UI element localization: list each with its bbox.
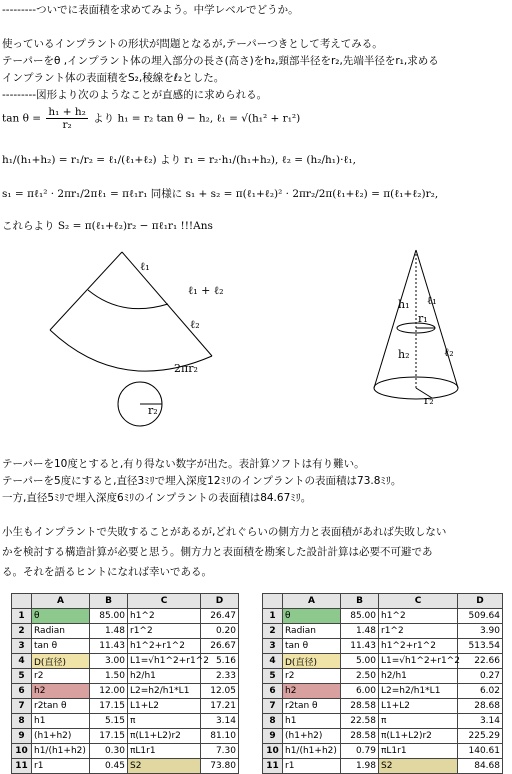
cell-c[interactable]: h1^2+r1^2: [379, 639, 458, 654]
table-row: [263, 624, 503, 639]
column-header[interactable]: B: [90, 594, 128, 609]
column-header[interactable]: A: [283, 594, 341, 609]
cell-a[interactable]: r2: [283, 669, 341, 684]
table-row: [263, 744, 503, 759]
cell-c[interactable]: L1=√h1^2+r1^2: [128, 654, 201, 669]
row-header[interactable]: 8: [263, 714, 283, 729]
table-row: [12, 714, 239, 729]
row-header[interactable]: 2: [12, 624, 32, 639]
row-header[interactable]: 9: [12, 729, 32, 744]
cell-d[interactable]: 28.68: [458, 699, 503, 714]
column-header[interactable]: D: [458, 594, 503, 609]
cell-a[interactable]: D(直径): [283, 654, 341, 669]
cone-label-r2: r₂: [424, 394, 434, 407]
table-row: [263, 684, 503, 699]
cell-d[interactable]: 3.14: [458, 714, 503, 729]
table-row: [12, 699, 239, 714]
cell-a[interactable]: r2: [32, 669, 90, 684]
cone-label-l2: ℓ₂: [444, 346, 454, 359]
cell-a[interactable]: r1: [32, 759, 90, 774]
row-header[interactable]: 2: [263, 624, 283, 639]
cell-b[interactable]: 28.58: [341, 729, 379, 744]
cell-c[interactable]: r1^2: [379, 624, 458, 639]
cell-a[interactable]: r2tan θ: [283, 699, 341, 714]
column-header[interactable]: A: [32, 594, 90, 609]
sector-label-l2: ℓ₂: [190, 318, 200, 331]
equation-1-fraction: [46, 106, 87, 131]
row-header[interactable]: 11: [263, 759, 283, 774]
cell-b[interactable]: 3.00: [90, 654, 128, 669]
cell-b[interactable]: 17.15: [90, 729, 128, 744]
cell-b[interactable]: 0.30: [90, 744, 128, 759]
cell-b[interactable]: 28.58: [341, 699, 379, 714]
table-row: [12, 669, 239, 684]
table-row: [263, 639, 503, 654]
cell-d[interactable]: 0.27: [458, 669, 503, 684]
sector-label-l1l2: ℓ₁ + ℓ₂: [188, 284, 224, 297]
cell-d[interactable]: 225.29: [458, 729, 503, 744]
cell-b[interactable]: 1.98: [341, 759, 379, 774]
table-row: [12, 759, 239, 774]
sector-left-edge: [50, 252, 122, 330]
cell-d[interactable]: 12.05: [201, 684, 239, 699]
intro-line-2: 使っているインプラントの形状が問題となるが,テーパーつきとして考えてみる。: [2, 38, 383, 50]
cell-c[interactable]: L1+L2: [128, 699, 201, 714]
cell-c[interactable]: h1^2: [379, 609, 458, 624]
equation-1: [2, 106, 300, 131]
cell-b[interactable]: 12.00: [90, 684, 128, 699]
cell-b[interactable]: 6.00: [341, 684, 379, 699]
cell-d[interactable]: 26.47: [201, 609, 239, 624]
row-header[interactable]: 4: [12, 654, 32, 669]
cell-a[interactable]: h1/(h1+h2): [283, 744, 341, 759]
sector-label-l1: ℓ₁: [140, 260, 150, 273]
cell-a[interactable]: h2: [283, 684, 341, 699]
table-row: [12, 744, 239, 759]
equation-3: s₁ = πℓ₁² · 2πr₁/2πℓ₁ = πℓ₁r₁ 同様に s₁ + s₂ = π(ℓ₁+ℓ₂)² · 2πr₂/2π(ℓ₁+ℓ₂) = π(ℓ₁+ℓ₂)r₂,: [2, 188, 439, 200]
cell-d[interactable]: 84.68: [458, 759, 503, 774]
equation-4: これらより S₂ = π(ℓ₁+ℓ₂)r₂ − πℓ₁r₁ !!!Ans: [2, 220, 213, 232]
cone-left-edge: [374, 250, 416, 388]
table-row: [263, 714, 503, 729]
column-header[interactable]: B: [341, 594, 379, 609]
comment-line-6: る。それを語るヒントになれば幸いである。: [2, 566, 212, 578]
row-header[interactable]: 6: [263, 684, 283, 699]
table-row: [263, 654, 503, 669]
cell-b[interactable]: 2.50: [341, 669, 379, 684]
spreadsheet-left: [11, 593, 239, 774]
cell-c[interactable]: π(L1+L2)r2: [379, 729, 458, 744]
equation-1-numerator: h₁ + h₂: [48, 106, 86, 118]
cell-c[interactable]: π: [128, 714, 201, 729]
intro-line-1: ---------ついでに表面積を求めてみよう。中学レベルでどうか。: [2, 4, 299, 16]
row-header[interactable]: 11: [12, 759, 32, 774]
cell-b[interactable]: 11.43: [90, 639, 128, 654]
cell-c[interactable]: πL1r1: [128, 744, 201, 759]
equation-1-rhs: より h₁ = r₂ tan θ − h₂, ℓ₁ = √(h₁² + r₁²): [93, 112, 301, 125]
equation-1-lhs: tan θ =: [2, 112, 42, 125]
table-row: [263, 669, 503, 684]
cell-a[interactable]: θ: [283, 609, 341, 624]
intro-line-5: ---------図形より次のようなことが直感的に求められる。: [2, 89, 268, 101]
cell-a[interactable]: h1: [283, 714, 341, 729]
table-row: [263, 699, 503, 714]
comment-line-4: 小生もインプラントで失敗することがあるが,どれぐらいの側方力と表面積があれば失敗しない: [2, 526, 447, 538]
cell-a[interactable]: h1/(h1+h2): [32, 744, 90, 759]
row-header[interactable]: 7: [12, 699, 32, 714]
table-row: [12, 684, 239, 699]
cell-d[interactable]: 22.66: [458, 654, 503, 669]
row-header[interactable]: 10: [12, 744, 32, 759]
row-header[interactable]: 7: [263, 699, 283, 714]
intro-line-3: テーパーをθ ,インプラント体の埋入部分の長さ(高さ)をh₂,頸部半径をr₂,先端半径をr₁,求める: [2, 55, 439, 67]
cell-b[interactable]: 85.00: [341, 609, 379, 624]
equation-2: h₁/(h₁+h₂) = r₁/r₂ = ℓ₁/(ℓ₁+ℓ₂) より r₁ = r₂·h₁/(h₁+h₂), ℓ₂ = (h₂/h₁)·ℓ₁,: [2, 154, 356, 166]
sector-figure: [40, 248, 240, 438]
cell-c[interactable]: L2=h2/h1*L1: [379, 684, 458, 699]
cell-b[interactable]: 0.79: [341, 744, 379, 759]
cell-c[interactable]: h2/h1: [379, 669, 458, 684]
corner-cell[interactable]: [263, 594, 283, 609]
cell-c[interactable]: h1^2: [128, 609, 201, 624]
cell-a[interactable]: Radian: [32, 624, 90, 639]
cell-d[interactable]: 81.10: [201, 729, 239, 744]
row-header[interactable]: 5: [12, 669, 32, 684]
table-row: [12, 729, 239, 744]
cell-a[interactable]: tan θ: [32, 639, 90, 654]
cell-b[interactable]: 1.48: [341, 624, 379, 639]
cell-c[interactable]: π: [379, 714, 458, 729]
intro-line-4: インプラント体の表面積をS₂,稜線をℓ₂とした。: [2, 72, 225, 84]
row-header[interactable]: 4: [263, 654, 283, 669]
spreadsheet-right: [262, 593, 503, 774]
cell-a[interactable]: tan θ: [283, 639, 341, 654]
table-row: [12, 624, 239, 639]
table-row: [12, 609, 239, 624]
cell-d[interactable]: 73.80: [201, 759, 239, 774]
cell-a[interactable]: h1: [32, 714, 90, 729]
column-header[interactable]: D: [201, 594, 239, 609]
cell-b[interactable]: 1.50: [90, 669, 128, 684]
row-header[interactable]: 1: [263, 609, 283, 624]
cell-b[interactable]: 0.45: [90, 759, 128, 774]
cell-d[interactable]: 5.16: [201, 654, 239, 669]
cone-label-r1: r₁: [418, 312, 428, 325]
cell-c[interactable]: L1+L2: [379, 699, 458, 714]
cone-label-h2: h₂: [398, 348, 410, 361]
row-header[interactable]: 9: [263, 729, 283, 744]
cell-d[interactable]: 509.64: [458, 609, 503, 624]
cell-b[interactable]: 22.58: [341, 714, 379, 729]
cell-b[interactable]: 85.00: [90, 609, 128, 624]
cell-a[interactable]: θ: [32, 609, 90, 624]
table-row: [12, 654, 239, 669]
cell-a[interactable]: r1: [283, 759, 341, 774]
column-header[interactable]: C: [379, 594, 458, 609]
cell-c[interactable]: h2/h1: [128, 669, 201, 684]
cell-a[interactable]: Radian: [283, 624, 341, 639]
cell-b[interactable]: 17.15: [90, 699, 128, 714]
cell-d[interactable]: 6.02: [458, 684, 503, 699]
cell-b[interactable]: 5.00: [341, 654, 379, 669]
table-row: [12, 639, 239, 654]
cell-c[interactable]: r1^2: [128, 624, 201, 639]
comment-line-3: 一方,直径5ﾐﾘで埋入深度6ﾐﾘのインプラントの表面積は84.67ﾐﾘ。: [2, 492, 312, 504]
cell-c[interactable]: L2=h2/h1*L1: [128, 684, 201, 699]
cell-a[interactable]: (h1+h2): [32, 729, 90, 744]
row-header[interactable]: 3: [263, 639, 283, 654]
row-header[interactable]: 1: [12, 609, 32, 624]
cell-d[interactable]: 140.61: [458, 744, 503, 759]
row-header[interactable]: 8: [12, 714, 32, 729]
cell-c[interactable]: S2: [379, 759, 458, 774]
spreadsheet-header-row: [12, 594, 239, 609]
sector-label-r2: r₂: [148, 404, 158, 417]
equation-1-denominator: r₂: [62, 119, 72, 131]
cell-c[interactable]: h1^2+r1^2: [128, 639, 201, 654]
corner-cell[interactable]: [12, 594, 32, 609]
spreadsheet-header-row: [263, 594, 503, 609]
cone-figure: [360, 248, 480, 418]
sector-label-arc: 2πr₂: [174, 362, 198, 375]
table-row: [263, 609, 503, 624]
row-header[interactable]: 5: [263, 669, 283, 684]
cell-b[interactable]: 5.15: [90, 714, 128, 729]
cell-d[interactable]: 3.90: [458, 624, 503, 639]
cell-d[interactable]: 513.54: [458, 639, 503, 654]
cell-d[interactable]: 17.21: [201, 699, 239, 714]
cell-d[interactable]: 26.67: [201, 639, 239, 654]
cell-c[interactable]: πL1r1: [379, 744, 458, 759]
row-header[interactable]: 3: [12, 639, 32, 654]
cell-c[interactable]: L1=√h1^2+r1^2: [379, 654, 458, 669]
cell-a[interactable]: D(直径): [32, 654, 90, 669]
cell-d[interactable]: 0.20: [201, 624, 239, 639]
cell-d[interactable]: 3.14: [201, 714, 239, 729]
cell-b[interactable]: 1.48: [90, 624, 128, 639]
comment-line-5: かを検討する構造計算が必要と思う。側方力と表面積を勘案した設計計算は必要不可避であ: [2, 546, 433, 558]
row-header[interactable]: 10: [263, 744, 283, 759]
cell-a[interactable]: r2tan θ: [32, 699, 90, 714]
cell-a[interactable]: (h1+h2): [283, 729, 341, 744]
cell-b[interactable]: 11.43: [341, 639, 379, 654]
comment-line-1: テーパーを10度とすると,有り得ない数字が出た。表計算ソフトは有り難い。: [2, 458, 365, 470]
cone-label-l1: ℓ₁: [427, 294, 437, 307]
column-header[interactable]: C: [128, 594, 201, 609]
row-header[interactable]: 6: [12, 684, 32, 699]
cone-label-h1: h₁: [398, 298, 410, 311]
cell-d[interactable]: 2.33: [201, 669, 239, 684]
cell-d[interactable]: 7.30: [201, 744, 239, 759]
cell-c[interactable]: S2: [128, 759, 201, 774]
table-row: [263, 729, 503, 744]
table-row: [263, 759, 503, 774]
sector-inner-arc: [88, 290, 168, 309]
cell-a[interactable]: h2: [32, 684, 90, 699]
comment-line-2: テーパーを5度にすると,直径3ﾐﾘで埋入深度12ﾐﾘのインプラントの表面積は73.8ﾐﾘ。: [2, 475, 402, 487]
cell-c[interactable]: π(L1+L2)r2: [128, 729, 201, 744]
